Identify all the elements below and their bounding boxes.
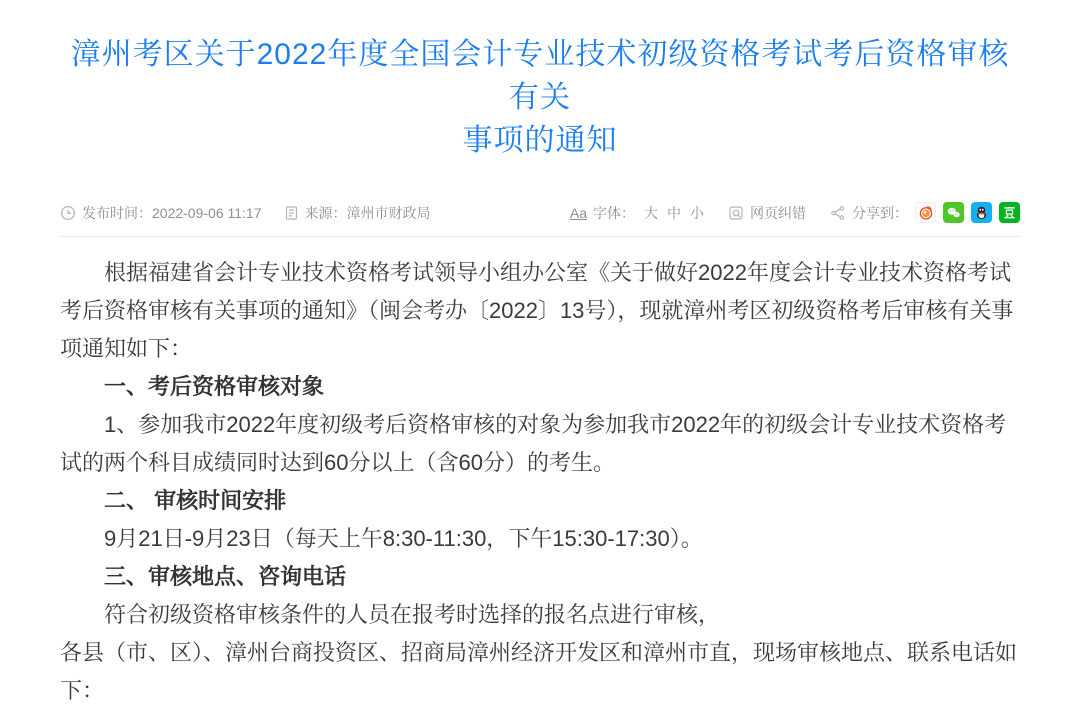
share-group [830,202,1020,223]
source-document-icon [284,205,299,221]
error-correction-label: 网页纠错 [750,204,806,221]
font-size-medium-button[interactable]: 中 [667,204,681,221]
paragraph-audit-location-2: 各县（市、区）、漳州台商投资区、招商局漳州经济开发区和漳州市直，现场审核地点、联系电话如下： [60,640,1018,703]
meta-right [570,202,1020,223]
source-label: 来源： [304,204,347,221]
font-size-small-button[interactable]: 小 [690,204,704,221]
share-weibo-icon[interactable] [915,202,936,223]
page-title-line-2: 事项的通知 [462,124,618,157]
heading-section-1: 一、考后资格审核对象 [104,374,325,399]
share-nodes-icon [830,205,846,221]
publish-time-value: 2022-09-06 11:17 [152,204,262,221]
page-title-line-1: 漳州考区关于2022年度全国会计专业技术初级资格考试考后资格审核有关 [70,38,1010,114]
share-qq-icon[interactable] [971,202,992,223]
share-wechat-icon[interactable] [943,202,964,223]
clock-icon [60,205,76,221]
heading-section-2: 二、 审核时间安排 [104,488,287,513]
font-size-label: 字体： [593,204,635,221]
article-body [60,254,1020,710]
notice-page [0,33,1080,710]
meta-left [60,203,431,223]
heading-section-3: 三、审核地点、咨询电话 [104,564,347,589]
paragraph-audit-time: 9月21日-9月23日（每天上午8:30-11:30，下午15:30-17:30）。 [104,526,703,551]
paragraph-intro: 根据福建省会计专业技术资格考试领导小组办公室《关于做好2022年度会计专业技术资格考试考后资格审核有关事项的通知》（闽会考办〔2022〕13号），现就漳州考区初级资格考后审核有关事项通知如下： [60,260,1014,361]
paragraph-audit-target: 1、参加我市2022年度初级考后资格审核的对象为参加我市2022年的初级会计专业技术资格考试的两个科目成绩同时达到60分以上（含60分）的考生。 [60,412,1007,475]
error-correction-icon [728,205,744,221]
share-douban-icon[interactable] [999,202,1020,223]
paragraph-audit-location-1: 符合初级资格审核条件的人员在报考时选择的报名点进行审核， [104,602,721,627]
font-size-aa-button[interactable]: Aa [569,204,587,221]
publish-time-label: 发布时间： [82,204,152,221]
font-size-large-button[interactable]: 大 [644,204,658,221]
meta-bar [60,202,1020,237]
source-value: 漳州市财政局 [346,204,431,221]
page-title [60,33,1020,162]
share-label: 分享到： [852,204,908,221]
error-correction-link[interactable] [728,203,806,223]
